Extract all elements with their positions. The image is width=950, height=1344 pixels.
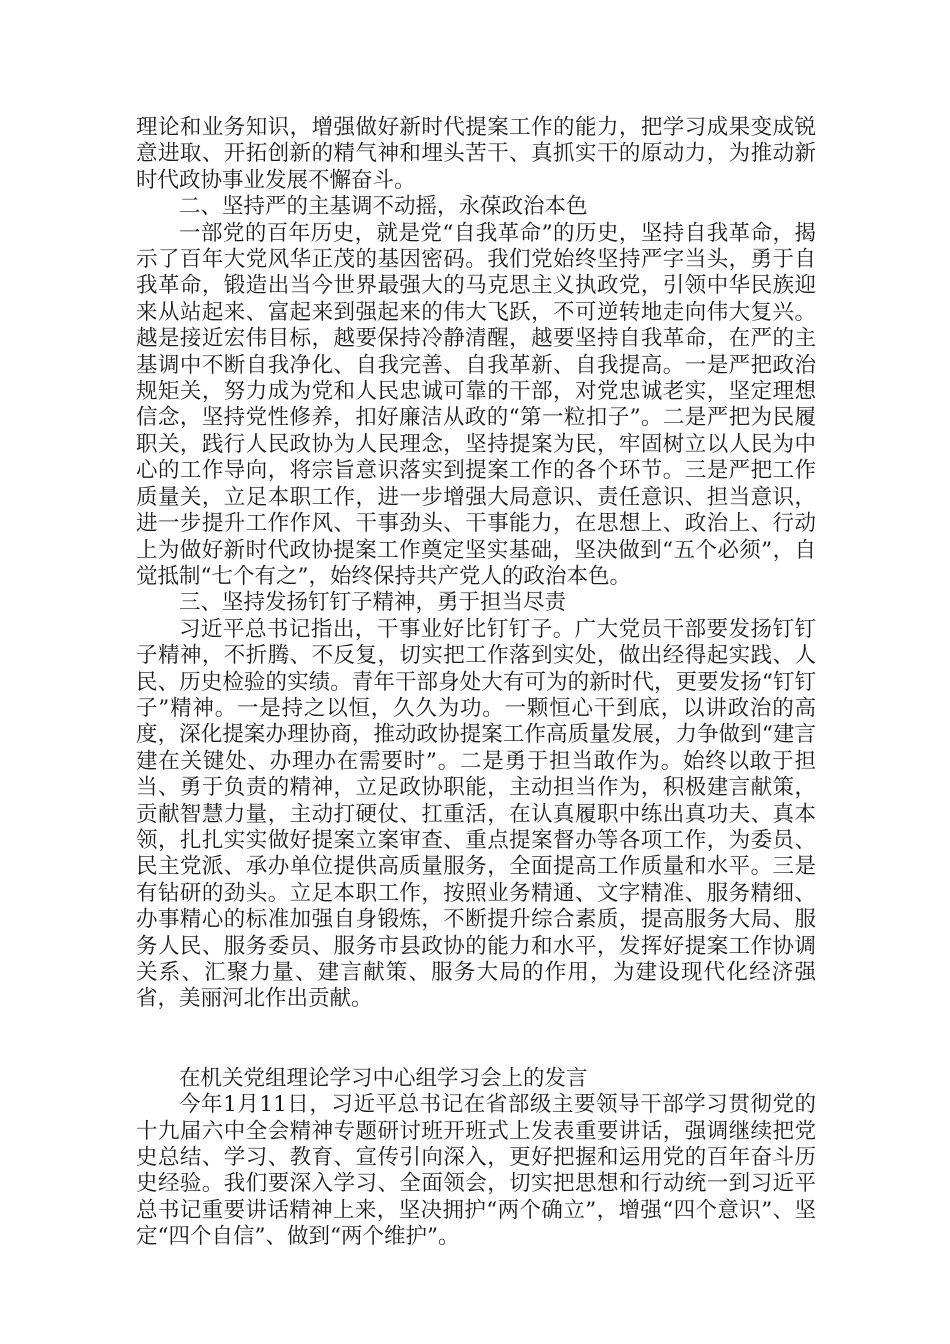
paragraph-continuation: 理论和业务知识，增强做好新时代提案工作的能力，把学习成果变成锐意进取、开拓创新的精气神和埋头苦干、真抓实干的原动力，为推动新时代政协事业发展不懈奋斗。 [136, 115, 816, 193]
section-heading-3: 三、坚持发扬钉钉子精神，勇于担当尽责 [179, 590, 567, 616]
paragraph-speech-intro: 今年1月11日，习近平总书记在省部级主要领导干部学习贯彻党的十九届六中全会精神专题研讨班开班式上发表重要讲话，强调继续把党史总结、学习、教育、宣传引向深入，更好把握和运用党的百年奋斗历史经验。我们要深入学习、全面领会，切实把思想和行动统一到习近平总书记重要讲话精神上来，坚决拥护“两个确立”，增强“四个意识”、坚定“四个自信”、做到“两个维护”。 [136, 1092, 816, 1250]
document-page [136, 115, 816, 1251]
paragraph-self-revolution: 一部党的百年历史，就是党“自我革命”的历史，坚持自我革命，揭示了百年大党风华正茂的基因密码。我们党始终坚持严字当头，勇于自我革命，锻造出当今世界最强大的马克思主义执政党，引领中华民族迎来从站起来、富起来到强起来的伟大飞跃，不可逆转地走向伟大复兴。越是接近宏伟目标，越要保持冷静清醒，越要坚持自我革命，在严的主基调中不断自我净化、自我完善、自我革新、自我提高。一是严把政治规矩关，努力成为党和人民忠诚可靠的干部，对党忠诚老实，坚定理想信念，坚持党性修养，扣好廉洁从政的“第一粒扣子”。二是严把为民履职关，践行人民政协为人民理念，坚持提案为民，牢固树立以人民为中心的工作导向，将宗旨意识落实到提案工作的各个环节。三是严把工作质量关，立足本职工作，进一步增强大局意识、责任意识、担当意识，进一步提升工作作风、干事劲头、干事能力，在思想上、政治上、行动上为做好新时代政协提案工作奠定坚实基础，坚决做到“五个必须”，自觉抵制“七个有之”，始终保持共产党人的政治本色。 [136, 220, 816, 589]
section-spacer [136, 1013, 816, 1066]
section-heading-2: 二、坚持严的主基调不动摇，永葆政治本色 [179, 194, 588, 220]
speech-title: 在机关党组理论学习中心组学习会上的发言 [179, 1065, 588, 1091]
paragraph-nail-spirit: 习近平总书记指出，干事业好比钉钉子。广大党员干部要发扬钉钉子精神，不折腾、不反复，切实把工作落到实处，做出经得起实践、人民、历史检验的实绩。青年干部身处大有可为的新时代，更要发扬“钉钉子”精神。一是持之以恒，久久为功。一颗恒心干到底，以讲政治的高度，深化提案办理协商，推动政协提案工作高质量发展，力争做到“建言建在关键处、办理办在需要时”。二是勇于担当敢作为。始终以敢于担当、勇于负责的精神，立足政协职能，主动担当作为，积极建言献策，贡献智慧力量，主动打硬仗、扛重活，在认真履职中练出真功夫、真本领，扎扎实实做好提案立案审查、重点提案督办等各项工作，为委员、民主党派、承办单位提供高质量服务，全面提高工作质量和水平。三是有钻研的劲头。立足本职工作，按照业务精通、文字精准、服务精细、办事精心的标准加强自身锻炼，不断提升综合素质，提高服务大局、服务人民、服务委员、服务市县政协的能力和水平，发挥好提案工作协调关系、汇聚力量、建言献策、服务大局的作用，为建设现代化经济强省，美丽河北作出贡献。 [136, 616, 816, 1012]
